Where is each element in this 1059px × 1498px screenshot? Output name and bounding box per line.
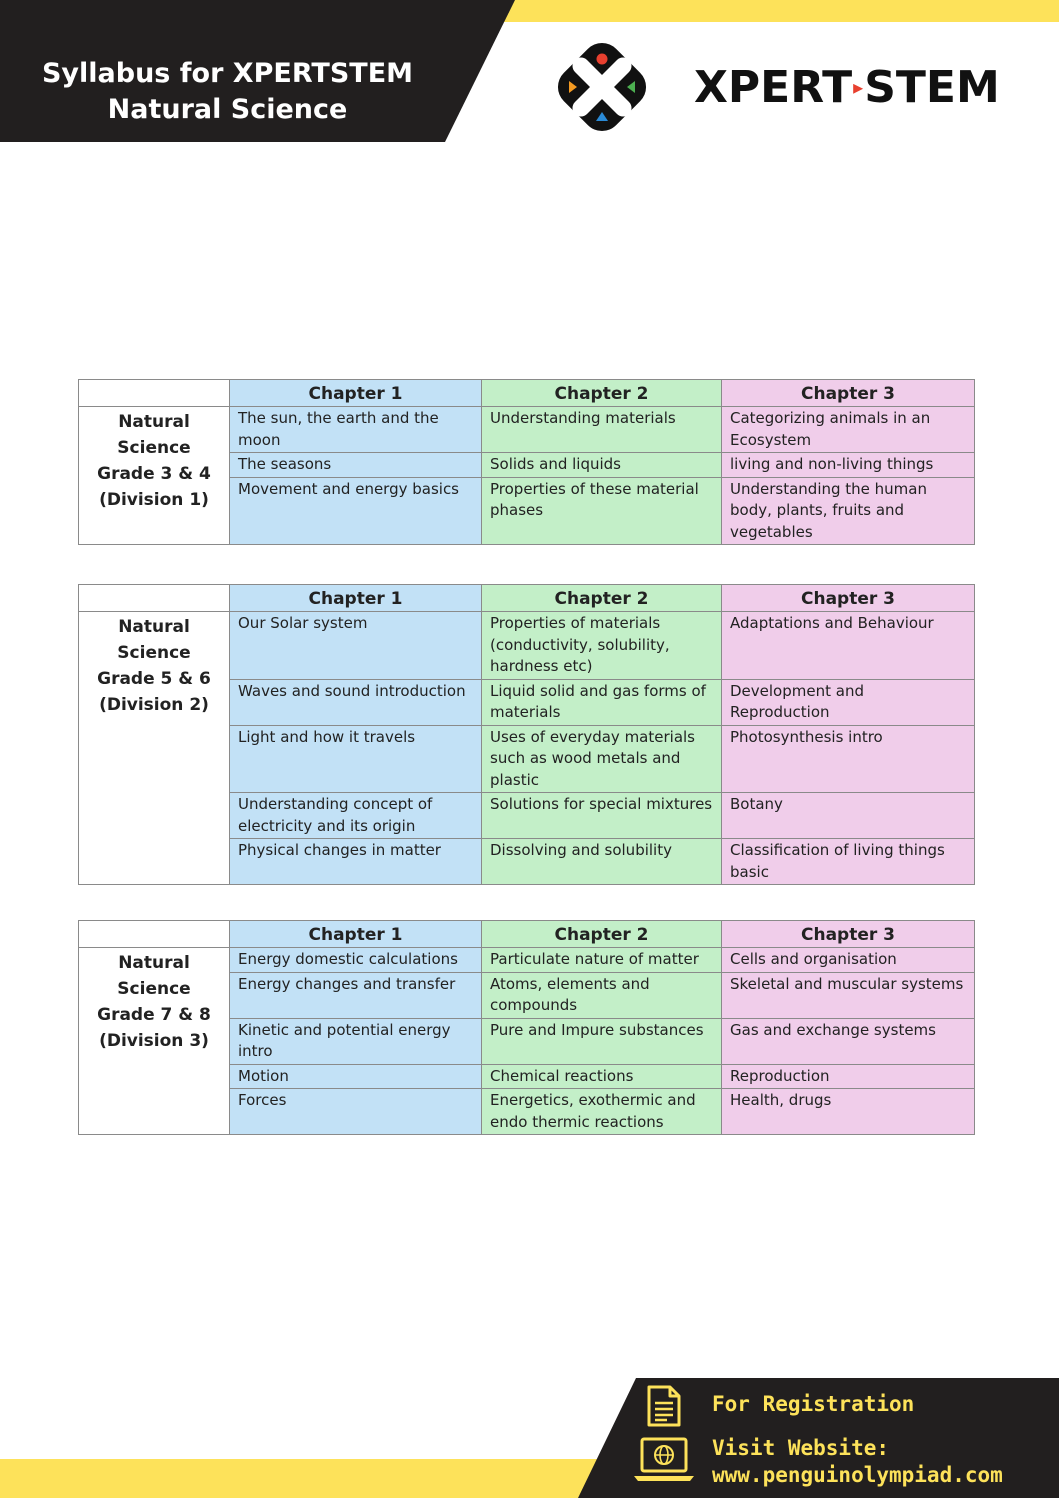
topic-cell: Motion — [230, 1064, 482, 1089]
visit-website-label: Visit Website: — [712, 1436, 890, 1460]
topic-cell: Categorizing animals in an Ecosystem — [722, 407, 975, 453]
syllabus-table-division-3 — [78, 920, 975, 1135]
document-icon — [646, 1385, 682, 1427]
syllabus-table-division-2 — [78, 584, 975, 885]
header-chapter-1: Chapter 1 — [230, 380, 482, 407]
syllabus-table-division-1 — [78, 379, 975, 545]
topic-cell: Waves and sound introduction — [230, 679, 482, 725]
brand-left: XPERT — [694, 62, 853, 113]
header-blank-cell — [79, 585, 230, 612]
table-header-row — [79, 921, 975, 948]
topic-cell: Kinetic and potential energy intro — [230, 1018, 482, 1064]
topic-cell: Cells and organisation — [722, 948, 975, 973]
xpertstem-logo-icon — [548, 33, 656, 141]
topic-cell: Energy domestic calculations — [230, 948, 482, 973]
page-title — [20, 56, 435, 128]
topic-cell: Understanding materials — [482, 407, 722, 453]
header-chapter-3: Chapter 3 — [722, 585, 975, 612]
topic-cell: Classification of living things basic — [722, 839, 975, 885]
header-chapter-3: Chapter 3 — [722, 921, 975, 948]
registration-link[interactable]: For Registration — [712, 1392, 915, 1416]
topic-cell: Understanding the human body, plants, fruits and vegetables — [722, 477, 975, 545]
topic-cell: Forces — [230, 1089, 482, 1135]
topic-cell: Solids and liquids — [482, 453, 722, 478]
topic-cell: living and non-living things — [722, 453, 975, 478]
header-chapter-2: Chapter 2 — [482, 585, 722, 612]
topic-cell: Development and Reproduction — [722, 679, 975, 725]
topic-cell: Solutions for special mixtures — [482, 793, 722, 839]
grade-label: Natural Science Grade 7 & 8 (Division 3) — [79, 948, 230, 1135]
topic-cell: Liquid solid and gas forms of materials — [482, 679, 722, 725]
topic-cell: Gas and exchange systems — [722, 1018, 975, 1064]
topic-cell: Adaptations and Behaviour — [722, 612, 975, 680]
header-blank-cell — [79, 380, 230, 407]
brand-wordmark — [694, 62, 1000, 113]
topic-cell: Photosynthesis intro — [722, 725, 975, 793]
table-header-row — [79, 585, 975, 612]
title-line-1: Syllabus for XPERTSTEM — [41, 58, 414, 89]
topic-cell: Our Solar system — [230, 612, 482, 680]
header-chapter-1: Chapter 1 — [230, 585, 482, 612]
topic-cell: Reproduction — [722, 1064, 975, 1089]
table-row — [79, 612, 975, 680]
grade-label: Natural Science Grade 5 & 6 (Division 2) — [79, 612, 230, 885]
topic-cell: Botany — [722, 793, 975, 839]
website-url-link[interactable]: www.penguinolympiad.com — [712, 1463, 1003, 1487]
topic-cell: Properties of materials (conductivity, solubility, hardness etc) — [482, 612, 722, 680]
brand-right: STEM — [864, 62, 1000, 113]
topic-cell: Uses of everyday materials such as wood metals and plastic — [482, 725, 722, 793]
topic-cell: Understanding concept of electricity and its origin — [230, 793, 482, 839]
topic-cell: Dissolving and solubility — [482, 839, 722, 885]
header-chapter-1: Chapter 1 — [230, 921, 482, 948]
grade-label: Natural Science Grade 3 & 4 (Division 1) — [79, 407, 230, 545]
topic-cell: The seasons — [230, 453, 482, 478]
table-row — [79, 948, 975, 973]
topic-cell: The sun, the earth and the moon — [230, 407, 482, 453]
topic-cell: Particulate nature of matter — [482, 948, 722, 973]
brand-separator-icon: ▸ — [853, 75, 864, 99]
topic-cell: Physical changes in matter — [230, 839, 482, 885]
laptop-globe-icon — [632, 1436, 696, 1484]
topic-cell: Health, drugs — [722, 1089, 975, 1135]
topic-cell: Skeletal and muscular systems — [722, 972, 975, 1018]
topic-cell: Pure and Impure substances — [482, 1018, 722, 1064]
header-chapter-2: Chapter 2 — [482, 380, 722, 407]
topic-cell: Atoms, elements and compounds — [482, 972, 722, 1018]
topic-cell: Energetics, exothermic and endo thermic reactions — [482, 1089, 722, 1135]
topic-cell: Chemical reactions — [482, 1064, 722, 1089]
topic-cell: Light and how it travels — [230, 725, 482, 793]
topic-cell: Energy changes and transfer — [230, 972, 482, 1018]
topic-cell: Movement and energy basics — [230, 477, 482, 545]
topic-cell: Properties of these material phases — [482, 477, 722, 545]
title-line-2: Natural Science — [107, 94, 348, 125]
table-header-row — [79, 380, 975, 407]
table-row — [79, 407, 975, 453]
header-chapter-2: Chapter 2 — [482, 921, 722, 948]
header-blank-cell — [79, 921, 230, 948]
header-chapter-3: Chapter 3 — [722, 380, 975, 407]
